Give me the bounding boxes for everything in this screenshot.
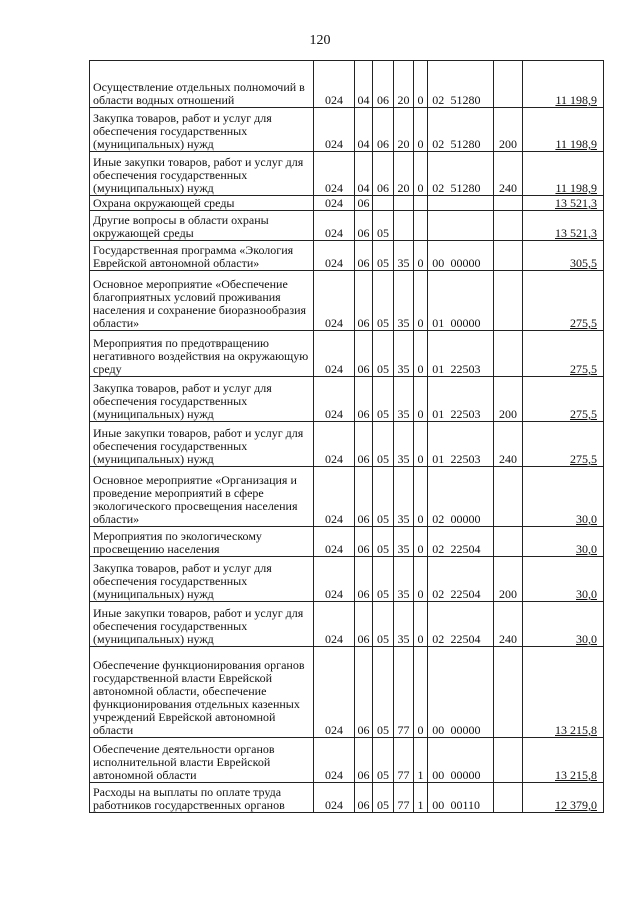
cell-vr <box>494 211 523 241</box>
cell-prg: 35 <box>394 331 414 377</box>
cell-prg: 35 <box>394 527 414 557</box>
row-name: Иные закупки товаров, работ и услуг для обеспечения государственных (муниципальных) нужд <box>90 152 314 196</box>
cell-amount: 30,0 <box>523 527 604 557</box>
cell-amount: 275,5 <box>523 377 604 422</box>
row-name: Закупка товаров, работ и услуг для обеспечения государственных (муниципальных) нужд <box>90 557 314 602</box>
cell-vr <box>494 61 523 108</box>
cell-tgt <box>428 196 448 211</box>
cell-kes: 22503 <box>448 331 494 377</box>
cell-prg: 35 <box>394 602 414 647</box>
cell-rz: 06 <box>355 602 373 647</box>
cell-sub: 0 <box>414 331 428 377</box>
cell-pr: 05 <box>373 377 394 422</box>
cell-rz: 06 <box>355 557 373 602</box>
cell-vr: 240 <box>494 422 523 467</box>
cell-pr: 05 <box>373 738 394 783</box>
cell-gr: 024 <box>314 108 355 152</box>
cell-gr: 024 <box>314 527 355 557</box>
cell-gr: 024 <box>314 467 355 527</box>
cell-amount: 13 215,8 <box>523 738 604 783</box>
cell-kes: 00000 <box>448 647 494 738</box>
table-row <box>90 647 604 738</box>
cell-gr: 024 <box>314 783 355 813</box>
cell-tgt: 02 <box>428 467 448 527</box>
table-row <box>90 783 604 813</box>
cell-sub: 0 <box>414 527 428 557</box>
cell-pr: 06 <box>373 61 394 108</box>
cell-rz: 04 <box>355 61 373 108</box>
row-name: Мероприятия по экологическому просвещению населения <box>90 527 314 557</box>
cell-kes: 51280 <box>448 61 494 108</box>
cell-vr <box>494 271 523 331</box>
cell-vr: 240 <box>494 152 523 196</box>
row-name: Обеспечение функционирования органов государственной власти Еврейской автономной области, обеспечение функционирования отдельных казенных учреждений Еврейской автономной области <box>90 647 314 738</box>
cell-prg: 77 <box>394 738 414 783</box>
cell-sub: 0 <box>414 647 428 738</box>
cell-tgt: 02 <box>428 108 448 152</box>
cell-tgt: 01 <box>428 377 448 422</box>
table-row <box>90 211 604 241</box>
row-name: Мероприятия по предотвращению негативного воздействия на окружающую среду <box>90 331 314 377</box>
table-row <box>90 377 604 422</box>
cell-gr: 024 <box>314 211 355 241</box>
cell-rz: 06 <box>355 331 373 377</box>
table-row <box>90 61 604 108</box>
cell-rz: 06 <box>355 241 373 271</box>
table-row <box>90 602 604 647</box>
cell-kes: 51280 <box>448 108 494 152</box>
cell-vr <box>494 196 523 211</box>
cell-prg: 35 <box>394 557 414 602</box>
cell-vr <box>494 783 523 813</box>
row-name: Охрана окружающей среды <box>90 196 314 211</box>
table-body <box>90 61 604 813</box>
cell-amount: 275,5 <box>523 271 604 331</box>
row-name: Осуществление отдельных полномочий в области водных отношений <box>90 61 314 108</box>
cell-pr: 05 <box>373 557 394 602</box>
cell-kes: 00000 <box>448 271 494 331</box>
cell-rz: 06 <box>355 196 373 211</box>
cell-sub: 0 <box>414 377 428 422</box>
cell-sub: 0 <box>414 108 428 152</box>
cell-kes: 00110 <box>448 783 494 813</box>
cell-tgt: 01 <box>428 271 448 331</box>
table-row <box>90 196 604 211</box>
cell-sub: 0 <box>414 152 428 196</box>
cell-kes <box>448 211 494 241</box>
cell-prg: 77 <box>394 647 414 738</box>
table-row <box>90 108 604 152</box>
cell-gr: 024 <box>314 738 355 783</box>
row-name: Другие вопросы в области охраны окружающей среды <box>90 211 314 241</box>
cell-amount: 11 198,9 <box>523 108 604 152</box>
cell-kes: 00000 <box>448 738 494 783</box>
cell-sub <box>414 196 428 211</box>
cell-vr: 240 <box>494 602 523 647</box>
cell-kes: 00000 <box>448 467 494 527</box>
cell-tgt: 02 <box>428 152 448 196</box>
table-row <box>90 527 604 557</box>
cell-tgt <box>428 211 448 241</box>
table-row <box>90 467 604 527</box>
cell-gr: 024 <box>314 241 355 271</box>
row-name: Расходы на выплаты по оплате труда работников государственных органов <box>90 783 314 813</box>
cell-tgt: 02 <box>428 602 448 647</box>
cell-tgt: 02 <box>428 527 448 557</box>
cell-sub: 0 <box>414 241 428 271</box>
cell-gr: 024 <box>314 61 355 108</box>
row-name: Закупка товаров, работ и услуг для обеспечения государственных (муниципальных) нужд <box>90 377 314 422</box>
cell-gr: 024 <box>314 196 355 211</box>
cell-amount: 30,0 <box>523 557 604 602</box>
cell-gr: 024 <box>314 331 355 377</box>
cell-pr: 05 <box>373 241 394 271</box>
cell-rz: 06 <box>355 647 373 738</box>
table-row <box>90 241 604 271</box>
cell-pr: 05 <box>373 783 394 813</box>
cell-pr: 05 <box>373 422 394 467</box>
cell-prg: 35 <box>394 467 414 527</box>
cell-amount: 13 521,3 <box>523 196 604 211</box>
cell-tgt: 00 <box>428 738 448 783</box>
cell-prg: 35 <box>394 377 414 422</box>
row-name: Государственная программа «Экология Еврейской автономной области» <box>90 241 314 271</box>
cell-tgt: 01 <box>428 422 448 467</box>
cell-rz: 06 <box>355 377 373 422</box>
cell-pr: 05 <box>373 602 394 647</box>
cell-sub: 1 <box>414 738 428 783</box>
cell-rz: 06 <box>355 783 373 813</box>
cell-vr: 200 <box>494 108 523 152</box>
cell-pr: 05 <box>373 467 394 527</box>
cell-gr: 024 <box>314 152 355 196</box>
cell-vr: 200 <box>494 377 523 422</box>
cell-prg: 35 <box>394 422 414 467</box>
cell-pr: 05 <box>373 647 394 738</box>
cell-rz: 04 <box>355 108 373 152</box>
cell-vr <box>494 467 523 527</box>
cell-kes <box>448 196 494 211</box>
cell-rz: 06 <box>355 271 373 331</box>
row-name: Основное мероприятие «Организация и проведение мероприятий в сфере экологического просвещения населения области» <box>90 467 314 527</box>
cell-kes: 22503 <box>448 377 494 422</box>
cell-prg: 35 <box>394 271 414 331</box>
table-row <box>90 422 604 467</box>
cell-tgt: 00 <box>428 241 448 271</box>
cell-kes: 00000 <box>448 241 494 271</box>
cell-gr: 024 <box>314 557 355 602</box>
cell-prg <box>394 211 414 241</box>
row-name: Закупка товаров, работ и услуг для обеспечения государственных (муниципальных) нужд <box>90 108 314 152</box>
cell-sub: 0 <box>414 61 428 108</box>
cell-amount: 275,5 <box>523 422 604 467</box>
page-number: 120 <box>309 33 331 48</box>
cell-prg: 35 <box>394 241 414 271</box>
cell-rz: 04 <box>355 152 373 196</box>
cell-prg <box>394 196 414 211</box>
cell-pr: 05 <box>373 527 394 557</box>
cell-tgt: 02 <box>428 61 448 108</box>
cell-pr: 05 <box>373 331 394 377</box>
row-name: Иные закупки товаров, работ и услуг для обеспечения государственных (муниципальных) нужд <box>90 422 314 467</box>
cell-rz: 06 <box>355 738 373 783</box>
cell-vr <box>494 241 523 271</box>
cell-tgt: 00 <box>428 783 448 813</box>
cell-prg: 20 <box>394 61 414 108</box>
cell-amount: 12 379,0 <box>523 783 604 813</box>
table-row <box>90 331 604 377</box>
cell-kes: 22504 <box>448 527 494 557</box>
cell-amount: 11 198,9 <box>523 152 604 196</box>
cell-gr: 024 <box>314 647 355 738</box>
row-name: Обеспечение деятельности органов исполнительной власти Еврейской автономной области <box>90 738 314 783</box>
budget-table <box>89 60 604 813</box>
cell-kes: 22504 <box>448 602 494 647</box>
cell-amount: 30,0 <box>523 602 604 647</box>
cell-sub: 0 <box>414 422 428 467</box>
cell-prg: 20 <box>394 108 414 152</box>
cell-amount: 11 198,9 <box>523 61 604 108</box>
cell-gr: 024 <box>314 422 355 467</box>
cell-pr: 05 <box>373 211 394 241</box>
table-row <box>90 557 604 602</box>
cell-sub: 0 <box>414 602 428 647</box>
cell-sub: 1 <box>414 783 428 813</box>
cell-vr <box>494 738 523 783</box>
cell-vr <box>494 331 523 377</box>
cell-rz: 06 <box>355 467 373 527</box>
cell-vr <box>494 647 523 738</box>
cell-amount: 13 215,8 <box>523 647 604 738</box>
cell-tgt: 01 <box>428 331 448 377</box>
cell-vr: 200 <box>494 557 523 602</box>
cell-amount: 13 521,3 <box>523 211 604 241</box>
cell-pr <box>373 196 394 211</box>
cell-sub: 0 <box>414 271 428 331</box>
cell-kes: 22504 <box>448 557 494 602</box>
cell-rz: 06 <box>355 211 373 241</box>
row-name: Основное мероприятие «Обеспечение благоприятных условий проживания населения и сохранение биоразнообразия области» <box>90 271 314 331</box>
row-name: Иные закупки товаров, работ и услуг для обеспечения государственных (муниципальных) нужд <box>90 602 314 647</box>
cell-rz: 06 <box>355 422 373 467</box>
table-row <box>90 738 604 783</box>
cell-prg: 77 <box>394 783 414 813</box>
table-row <box>90 271 604 331</box>
table-row <box>90 152 604 196</box>
cell-amount: 275,5 <box>523 331 604 377</box>
cell-sub: 0 <box>414 467 428 527</box>
cell-prg: 20 <box>394 152 414 196</box>
cell-amount: 305,5 <box>523 241 604 271</box>
cell-sub <box>414 211 428 241</box>
cell-gr: 024 <box>314 602 355 647</box>
cell-tgt: 00 <box>428 647 448 738</box>
cell-gr: 024 <box>314 271 355 331</box>
cell-pr: 06 <box>373 152 394 196</box>
cell-sub: 0 <box>414 557 428 602</box>
cell-pr: 05 <box>373 271 394 331</box>
cell-gr: 024 <box>314 377 355 422</box>
cell-pr: 06 <box>373 108 394 152</box>
cell-vr <box>494 527 523 557</box>
cell-tgt: 02 <box>428 557 448 602</box>
cell-rz: 06 <box>355 527 373 557</box>
cell-amount: 30,0 <box>523 467 604 527</box>
cell-kes: 22503 <box>448 422 494 467</box>
cell-kes: 51280 <box>448 152 494 196</box>
